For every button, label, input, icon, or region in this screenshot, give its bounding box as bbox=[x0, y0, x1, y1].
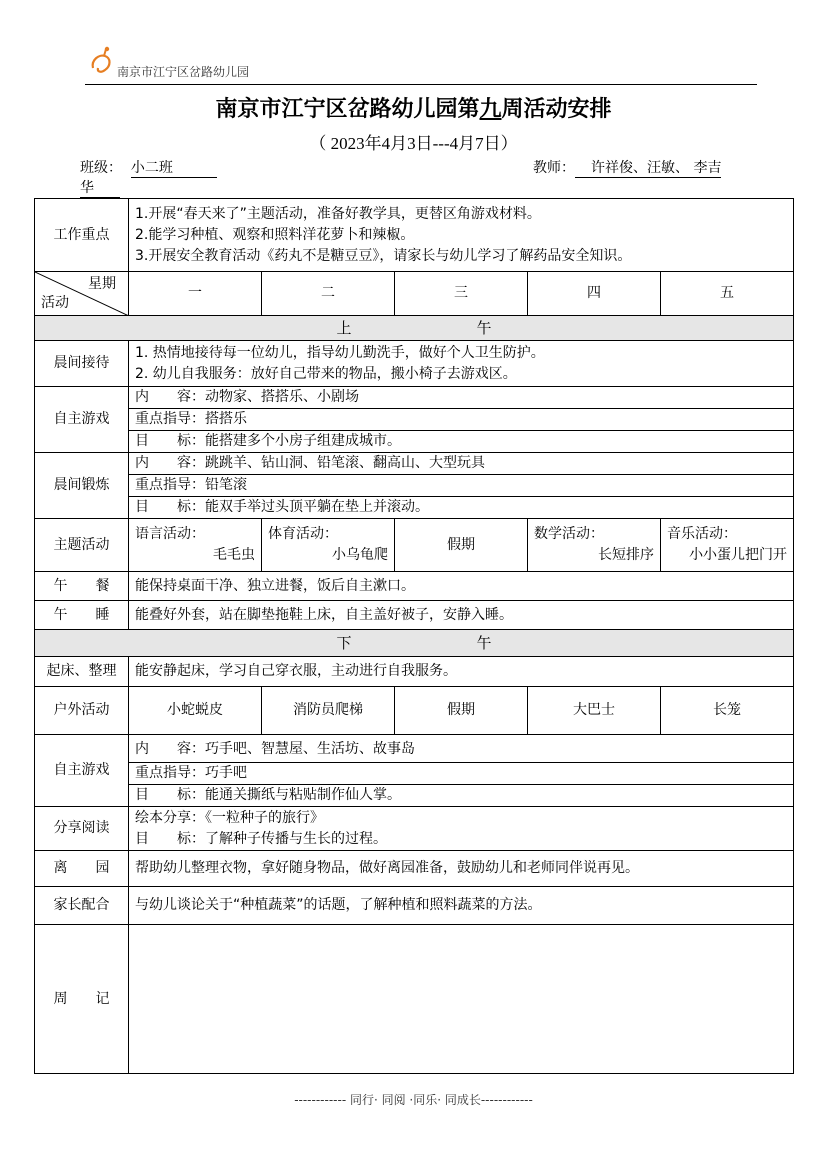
corner-cell: 星期 活动 bbox=[35, 272, 129, 316]
kindergarten-logo-icon bbox=[89, 46, 117, 78]
row-free-play-pm: 自主游戏 内 容：巧手吧、智慧屋、生活坊、故事岛 重点指导：巧手吧 目 标：能通关撕纸与粘贴制作仙人掌。 bbox=[35, 735, 794, 807]
row-free-play-am: 自主游戏 内 容：动物家、搭搭乐、小剧场 重点指导：搭搭乐 目 标：能搭建多个小房子组建成城市。 bbox=[35, 387, 794, 453]
day-monday: 一 bbox=[129, 272, 262, 316]
header-school-name: 南京市江宁区岔路幼儿园 bbox=[117, 65, 250, 79]
theme-day-4: 数学活动： 长短排序 bbox=[528, 519, 661, 572]
date-range: （ 2023年4月3日---4月7日） bbox=[309, 134, 518, 153]
row-outdoor: 户外活动 小蛇蜕皮 消防员爬梯 假期 大巴士 长笼 bbox=[35, 687, 794, 735]
work-focus-label: 工作重点 bbox=[35, 199, 129, 272]
row-theme-activity: 主题活动 语言活动： 毛毛虫 体育活动： 小乌龟爬 假期 数学活动： 长短排序 音乐活动： 小小蛋儿把门开 bbox=[35, 519, 794, 572]
row-morning-section bbox=[35, 316, 794, 341]
row-reading: 分享阅读 绘本分享：《一粒种子的旅行》 目 标：了解种子传播与生长的过程。 bbox=[35, 807, 794, 851]
theme-day-2: 体育活动： 小乌龟爬 bbox=[262, 519, 395, 572]
row-wake-up: 起床、整理 能安静起床，学习自己穿衣服，主动进行自我服务。 bbox=[35, 657, 794, 687]
row-morning-exercise: 晨间锻炼 内 容：跳跳羊、钻山洞、铅笔滚、翻高山、大型玩具 重点指导：铅笔滚 目 标：能双手举过头顶平躺在垫上并滚动。 bbox=[35, 453, 794, 519]
theme-day-5: 音乐活动： 小小蛋儿把门开 bbox=[661, 519, 794, 572]
day-friday: 五 bbox=[661, 272, 794, 316]
day-tuesday: 二 bbox=[262, 272, 395, 316]
teacher-info-cont: 华 bbox=[80, 177, 120, 198]
row-lunch: 午 餐 能保持桌面干净、独立进餐，饭后自主漱口。 bbox=[35, 572, 794, 601]
work-focus-content: 1.开展“春天来了”主题活动，准备好教学具，更替区角游戏材料。 2.能学习种植、观察和照料洋花萝卜和辣椒。 3.开展安全教育活动《药丸不是糖豆豆》，请家长与幼儿学习了解药品安全知识。 bbox=[129, 199, 794, 272]
theme-day-1: 语言活动： 毛毛虫 bbox=[129, 519, 262, 572]
morning-section-header: 上 午 bbox=[35, 316, 794, 341]
row-nap: 午 睡 能叠好外套，站在脚垫拖鞋上床，自主盖好被子，安静入睡。 bbox=[35, 601, 794, 630]
week-number: 九 bbox=[479, 96, 502, 122]
row-afternoon-section bbox=[35, 630, 794, 657]
row-leaving: 离 园 帮助幼儿整理衣物，拿好随身物品，做好离园准备，鼓励幼儿和老师同伴说再见。 bbox=[35, 851, 794, 887]
day-wednesday: 三 bbox=[395, 272, 528, 316]
class-value: 小二班 bbox=[131, 157, 217, 178]
row-work-focus bbox=[35, 199, 794, 272]
row-weekly-notes: 周 记 bbox=[35, 925, 794, 1074]
schedule-table bbox=[34, 198, 794, 1074]
page-title: 南京市江宁区岔路幼儿园第九周活动安排 bbox=[215, 96, 612, 122]
row-morning-welcome: 晨间接待 1. 热情地接待每一位幼儿，指导幼儿勤洗手，做好个人卫生防护。 2. 幼儿自我服务：放好自己带来的物品，搬小椅子去游戏区。 bbox=[35, 341, 794, 387]
page-footer: ------------ 同行· 同阅 ·同乐· 同成长------------ bbox=[294, 1093, 533, 1107]
weekly-notes-content bbox=[129, 925, 794, 1074]
row-parents: 家长配合 与幼儿谈论关于“种植蔬菜”的话题，了解种植和照料蔬菜的方法。 bbox=[35, 887, 794, 925]
row-weekday-header bbox=[35, 272, 794, 316]
teacher-value: 许祥俊、汪敏、 李吉 bbox=[575, 157, 721, 178]
theme-day-3: 假期 bbox=[395, 519, 528, 572]
page-header bbox=[85, 44, 757, 85]
day-thursday: 四 bbox=[528, 272, 661, 316]
afternoon-section-header: 下 午 bbox=[35, 630, 794, 657]
teacher-info: 教师： 许祥俊、汪敏、 李吉 bbox=[533, 157, 721, 178]
class-info: 班级： 小二班 bbox=[80, 157, 217, 178]
